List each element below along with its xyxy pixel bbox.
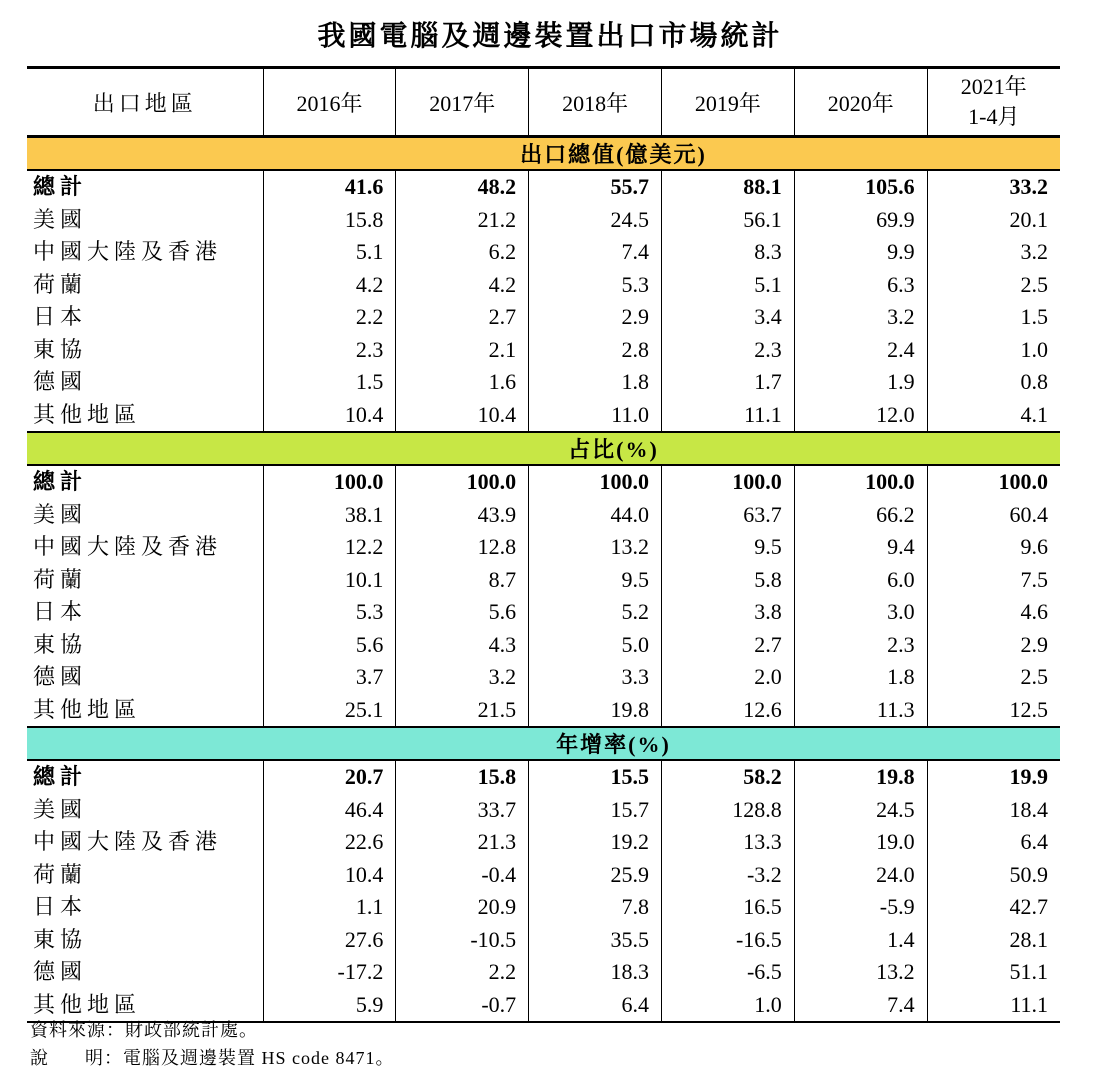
value-cell: 15.8 <box>396 760 529 794</box>
value-cell: 3.2 <box>927 236 1060 269</box>
value-cell: 88.1 <box>661 170 794 204</box>
value-cell: 2.2 <box>396 956 529 989</box>
value-cell: 5.3 <box>263 596 396 629</box>
value-cell: -10.5 <box>396 924 529 957</box>
value-cell: 33.7 <box>396 794 529 827</box>
value-cell: 2.3 <box>661 334 794 367</box>
value-cell: 5.6 <box>396 596 529 629</box>
value-cell: 2.0 <box>661 661 794 694</box>
value-cell: 6.0 <box>794 564 927 597</box>
value-cell: 6.4 <box>529 989 662 1023</box>
section-header-export-value <box>27 137 1060 171</box>
region-cell: 德國 <box>33 664 88 690</box>
value-cell: 4.2 <box>396 269 529 302</box>
table-row <box>27 399 1060 433</box>
header-year-2017: 2017年 <box>396 68 529 137</box>
value-cell: 60.4 <box>927 499 1060 532</box>
region-cell: 美國 <box>33 501 88 527</box>
value-cell: 46.4 <box>263 794 396 827</box>
section-header-share <box>27 432 1060 465</box>
value-cell: 13.2 <box>529 531 662 564</box>
value-cell: 2.5 <box>927 661 1060 694</box>
section-title-cell <box>27 137 1060 171</box>
table-row <box>27 465 1060 499</box>
section-header-growth-rate <box>27 727 1060 760</box>
header-year-2021-line1: 2021年 <box>960 74 1027 99</box>
value-cell: 1.8 <box>794 661 927 694</box>
value-cell: 1.8 <box>529 366 662 399</box>
value-cell: 9.9 <box>794 236 927 269</box>
value-cell: 5.1 <box>661 269 794 302</box>
table-row <box>27 859 1060 892</box>
value-cell: 56.1 <box>661 204 794 237</box>
value-cell: 25.9 <box>529 859 662 892</box>
value-cell: 1.5 <box>263 366 396 399</box>
table-row <box>27 269 1060 302</box>
table-row <box>27 924 1060 957</box>
value-cell: 7.5 <box>927 564 1060 597</box>
region-cell: 荷蘭 <box>33 566 88 592</box>
region-cell: 總計 <box>33 174 88 200</box>
value-cell: 4.6 <box>927 596 1060 629</box>
value-cell: 12.5 <box>927 694 1060 728</box>
value-cell: 8.3 <box>661 236 794 269</box>
value-cell: 33.2 <box>927 170 1060 204</box>
header-year-2020: 2020年 <box>794 68 927 137</box>
value-cell: 11.1 <box>927 989 1060 1023</box>
region-cell: 荷蘭 <box>33 271 88 297</box>
value-cell: 15.7 <box>529 794 662 827</box>
header-year-2019: 2019年 <box>661 68 794 137</box>
value-cell: 2.1 <box>396 334 529 367</box>
table-row <box>27 236 1060 269</box>
value-cell: 42.7 <box>927 891 1060 924</box>
value-cell: 24.0 <box>794 859 927 892</box>
value-cell: 6.4 <box>927 826 1060 859</box>
table-row <box>27 596 1060 629</box>
value-cell: 55.7 <box>529 170 662 204</box>
value-cell: 35.5 <box>529 924 662 957</box>
value-cell: 6.3 <box>794 269 927 302</box>
value-cell: 19.9 <box>927 760 1060 794</box>
table-row <box>27 564 1060 597</box>
value-cell: 1.0 <box>927 334 1060 367</box>
value-cell: 21.5 <box>396 694 529 728</box>
value-cell: 3.4 <box>661 301 794 334</box>
value-cell: 41.6 <box>263 170 396 204</box>
value-cell: -6.5 <box>661 956 794 989</box>
footnotes <box>30 1016 395 1072</box>
value-cell: 100.0 <box>529 465 662 499</box>
value-cell: 10.4 <box>263 399 396 433</box>
value-cell: 7.8 <box>529 891 662 924</box>
value-cell: 100.0 <box>263 465 396 499</box>
table-row <box>27 531 1060 564</box>
value-cell: 100.0 <box>661 465 794 499</box>
value-cell: 15.5 <box>529 760 662 794</box>
value-cell: 10.1 <box>263 564 396 597</box>
value-cell: -3.2 <box>661 859 794 892</box>
value-cell: 100.0 <box>396 465 529 499</box>
value-cell: 2.8 <box>529 334 662 367</box>
value-cell: 9.5 <box>529 564 662 597</box>
table-row <box>27 826 1060 859</box>
value-cell: 4.2 <box>263 269 396 302</box>
value-cell: 4.1 <box>927 399 1060 433</box>
value-cell: 1.6 <box>396 366 529 399</box>
section-title: 年增率(%) <box>556 732 671 757</box>
section-title: 占比(%) <box>568 437 659 462</box>
value-cell: 3.2 <box>794 301 927 334</box>
value-cell: 63.7 <box>661 499 794 532</box>
value-cell: 105.6 <box>794 170 927 204</box>
table-row <box>27 956 1060 989</box>
value-cell: 19.2 <box>529 826 662 859</box>
section-title-cell <box>27 432 1060 465</box>
value-cell: 18.3 <box>529 956 662 989</box>
value-cell: 21.3 <box>396 826 529 859</box>
table-row <box>27 794 1060 827</box>
value-cell: 5.2 <box>529 596 662 629</box>
remark-text: 明：電腦及週邊裝置 HS code 8471。 <box>85 1048 395 1068</box>
header-year-2021 <box>927 68 1060 137</box>
value-cell: 10.4 <box>263 859 396 892</box>
region-cell: 德國 <box>33 959 88 985</box>
value-cell: 28.1 <box>927 924 1060 957</box>
value-cell: 51.1 <box>927 956 1060 989</box>
value-cell: -17.2 <box>263 956 396 989</box>
value-cell: 21.2 <box>396 204 529 237</box>
value-cell: 6.2 <box>396 236 529 269</box>
source-note: 資料來源：財政部統計處。 <box>30 1020 258 1040</box>
region-cell: 美國 <box>33 206 88 232</box>
value-cell: 48.2 <box>396 170 529 204</box>
value-cell: 5.9 <box>263 989 396 1023</box>
region-cell: 東協 <box>33 926 88 952</box>
table-row <box>27 760 1060 794</box>
value-cell: 3.3 <box>529 661 662 694</box>
value-cell: 15.8 <box>263 204 396 237</box>
value-cell: 11.1 <box>661 399 794 433</box>
value-cell: 22.6 <box>263 826 396 859</box>
value-cell: 12.6 <box>661 694 794 728</box>
region-cell: 其他地區 <box>27 989 263 1023</box>
value-cell: -0.4 <box>396 859 529 892</box>
value-cell: -16.5 <box>661 924 794 957</box>
value-cell: 5.3 <box>529 269 662 302</box>
region-cell: 德國 <box>33 369 88 395</box>
value-cell: 1.5 <box>927 301 1060 334</box>
value-cell: 5.0 <box>529 629 662 662</box>
value-cell: 10.4 <box>396 399 529 433</box>
value-cell: 1.7 <box>661 366 794 399</box>
value-cell: -0.7 <box>396 989 529 1023</box>
region-cell: 日本 <box>33 894 88 920</box>
value-cell: 7.4 <box>529 236 662 269</box>
value-cell: 1.1 <box>263 891 396 924</box>
value-cell: 2.9 <box>529 301 662 334</box>
value-cell: 25.1 <box>263 694 396 728</box>
value-cell: 18.4 <box>927 794 1060 827</box>
value-cell: 2.4 <box>794 334 927 367</box>
value-cell: 13.3 <box>661 826 794 859</box>
header-region: 出口地區 <box>27 68 263 137</box>
region-cell: 其他地區 <box>27 694 263 728</box>
value-cell: 4.3 <box>396 629 529 662</box>
region-cell: 總計 <box>33 764 88 790</box>
remark-note <box>30 1044 395 1072</box>
value-cell: 19.8 <box>529 694 662 728</box>
table-row <box>27 891 1060 924</box>
value-cell: 100.0 <box>927 465 1060 499</box>
value-cell: 9.5 <box>661 531 794 564</box>
value-cell: 2.3 <box>794 629 927 662</box>
value-cell: 128.8 <box>661 794 794 827</box>
export-statistics-table <box>27 66 1060 1023</box>
page-title: 我國電腦及週邊裝置出口市場統計 <box>317 21 783 52</box>
value-cell: 11.3 <box>794 694 927 728</box>
value-cell: 1.0 <box>661 989 794 1023</box>
section-title: 出口總值(億美元) <box>520 142 707 167</box>
value-cell: 2.3 <box>263 334 396 367</box>
region-cell: 東協 <box>33 631 88 657</box>
region-cell: 荷蘭 <box>33 861 88 887</box>
value-cell: 3.0 <box>794 596 927 629</box>
value-cell: 58.2 <box>661 760 794 794</box>
value-cell: 24.5 <box>794 794 927 827</box>
value-cell: 11.0 <box>529 399 662 433</box>
value-cell: 69.9 <box>794 204 927 237</box>
value-cell: 8.7 <box>396 564 529 597</box>
value-cell: 12.0 <box>794 399 927 433</box>
value-cell: 13.2 <box>794 956 927 989</box>
remark-label: 說 <box>30 1048 49 1068</box>
value-cell: 2.7 <box>661 629 794 662</box>
table-row <box>27 661 1060 694</box>
value-cell: 16.5 <box>661 891 794 924</box>
value-cell: 3.7 <box>263 661 396 694</box>
value-cell: 9.4 <box>794 531 927 564</box>
table-row <box>27 301 1060 334</box>
value-cell: 2.5 <box>927 269 1060 302</box>
value-cell: 24.5 <box>529 204 662 237</box>
value-cell: 19.0 <box>794 826 927 859</box>
value-cell: 5.6 <box>263 629 396 662</box>
header-year-2021-line2: 1-4月 <box>968 104 1020 129</box>
table-row <box>27 499 1060 532</box>
value-cell: 5.1 <box>263 236 396 269</box>
table-body <box>27 137 1060 1023</box>
region-cell: 美國 <box>33 796 88 822</box>
value-cell: 19.8 <box>794 760 927 794</box>
value-cell: 38.1 <box>263 499 396 532</box>
region-cell: 中國大陸及香港 <box>33 534 223 560</box>
section-title-cell <box>27 727 1060 760</box>
value-cell: 3.2 <box>396 661 529 694</box>
value-cell: 1.9 <box>794 366 927 399</box>
region-cell: 其他地區 <box>27 399 263 433</box>
value-cell: 0.8 <box>927 366 1060 399</box>
region-cell: 日本 <box>33 599 88 625</box>
value-cell: 50.9 <box>927 859 1060 892</box>
value-cell: 20.9 <box>396 891 529 924</box>
value-cell: 3.8 <box>661 596 794 629</box>
value-cell: 43.9 <box>396 499 529 532</box>
value-cell: 9.6 <box>927 531 1060 564</box>
value-cell: 12.8 <box>396 531 529 564</box>
table-header-row <box>27 68 1060 137</box>
value-cell: 27.6 <box>263 924 396 957</box>
value-cell: 20.7 <box>263 760 396 794</box>
value-cell: 5.8 <box>661 564 794 597</box>
header-year-2016: 2016年 <box>263 68 396 137</box>
region-cell: 日本 <box>33 304 88 330</box>
region-cell: 東協 <box>33 336 88 362</box>
value-cell: 20.1 <box>927 204 1060 237</box>
value-cell: 2.7 <box>396 301 529 334</box>
value-cell: 100.0 <box>794 465 927 499</box>
table-row <box>27 204 1060 237</box>
value-cell: 1.4 <box>794 924 927 957</box>
value-cell: 66.2 <box>794 499 927 532</box>
value-cell: -5.9 <box>794 891 927 924</box>
value-cell: 2.9 <box>927 629 1060 662</box>
region-cell: 中國大陸及香港 <box>33 829 223 855</box>
value-cell: 44.0 <box>529 499 662 532</box>
table-row <box>27 170 1060 204</box>
value-cell: 7.4 <box>794 989 927 1023</box>
region-cell: 中國大陸及香港 <box>33 239 223 265</box>
header-year-2018: 2018年 <box>529 68 662 137</box>
table-row <box>27 629 1060 662</box>
table-row <box>27 334 1060 367</box>
table-row <box>27 366 1060 399</box>
table-row <box>27 694 1060 728</box>
region-cell: 總計 <box>33 469 88 495</box>
value-cell: 2.2 <box>263 301 396 334</box>
value-cell: 12.2 <box>263 531 396 564</box>
